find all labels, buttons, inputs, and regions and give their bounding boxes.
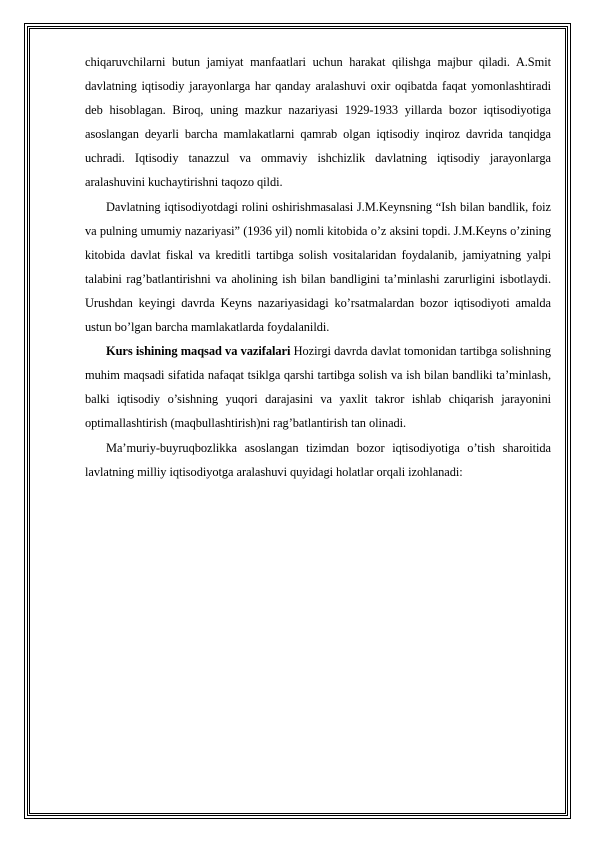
paragraph-3 [85, 339, 551, 435]
paragraph-2 [85, 195, 551, 340]
document-body [85, 50, 551, 484]
paragraph-4-text: Ma’muriy-buyruqbozlikka asoslangan tizimdan bozor iqtisodiyotiga o’tish sharoitida lavlatning milliy iqtisodiyotga aralashuvi quyidagi holatlar orqali izohlanadi: [85, 440, 551, 479]
paragraph-2-text: Davlatning iqtisodiyotdagi rolini oshirishmasalasi J.M.Keynsning “Ish bilan bandlik, foiz va pulning umumiy nazariyasi” (1936 yil) nomli kitobida o’z aksini topdi. J.M.Keyns o’zining kitobida davlat fiskal va kreditli tartibga solish vositalaridan foydalanib, jamiyatning yalpi talabini rag’batlantirishni va aholining ish bilan bandligini ta’minlashi zarurligini isbotlaydi. Urushdan keyingi davrda Keyns nazariyasidagi ko’rsatmalardan bozor iqtisodiyoti amalda ustun bo’lgan barcha mamlakatlarda foydalanildi. [85, 199, 551, 335]
paragraph-4 [85, 436, 551, 484]
paragraph-3-text: Hozirgi davrda davlat tomonidan tartibga solishning muhim maqsadi sifatida nafaqat tsiklga qarshi tartibga solish va ish bilan bandliki ta’minlash, balki iqtisodiy o’sishning yuqori darajasini va yaxlit takror ishlab chiqarish jarayonini optimallashtirish (maqbullashtirish)ni rag’batlantirish tan olinadi. [85, 344, 551, 431]
paragraph-1-text: chiqaruvchilarni butun jamiyat manfaatlari uchun harakat qilishga majbur qiladi. A.Smit davlatning iqtisodiy jarayonlarga har qanday aralashuvi oxir oqibatda faqat yomonlashtiradi deb hisoblagan. Biroq, uning mazkur nazariyasi 1929-1933 yillarda bozor iqtisodiyotiga asoslangan deyarli barcha mamlakatlarni qamrab olgan iqtisodiy inqiroz davrida tanqidga uchradi. Iqtisodiy tanazzul va ommaviy ishchizlik davlatning iqtisodiy jarayonlarga aralashuvini kuchaytirishni taqozo qildi. [85, 55, 551, 190]
paragraph-1 [85, 50, 551, 195]
section-heading-inline: Kurs ishining maqsad va vazifalari [106, 344, 291, 359]
